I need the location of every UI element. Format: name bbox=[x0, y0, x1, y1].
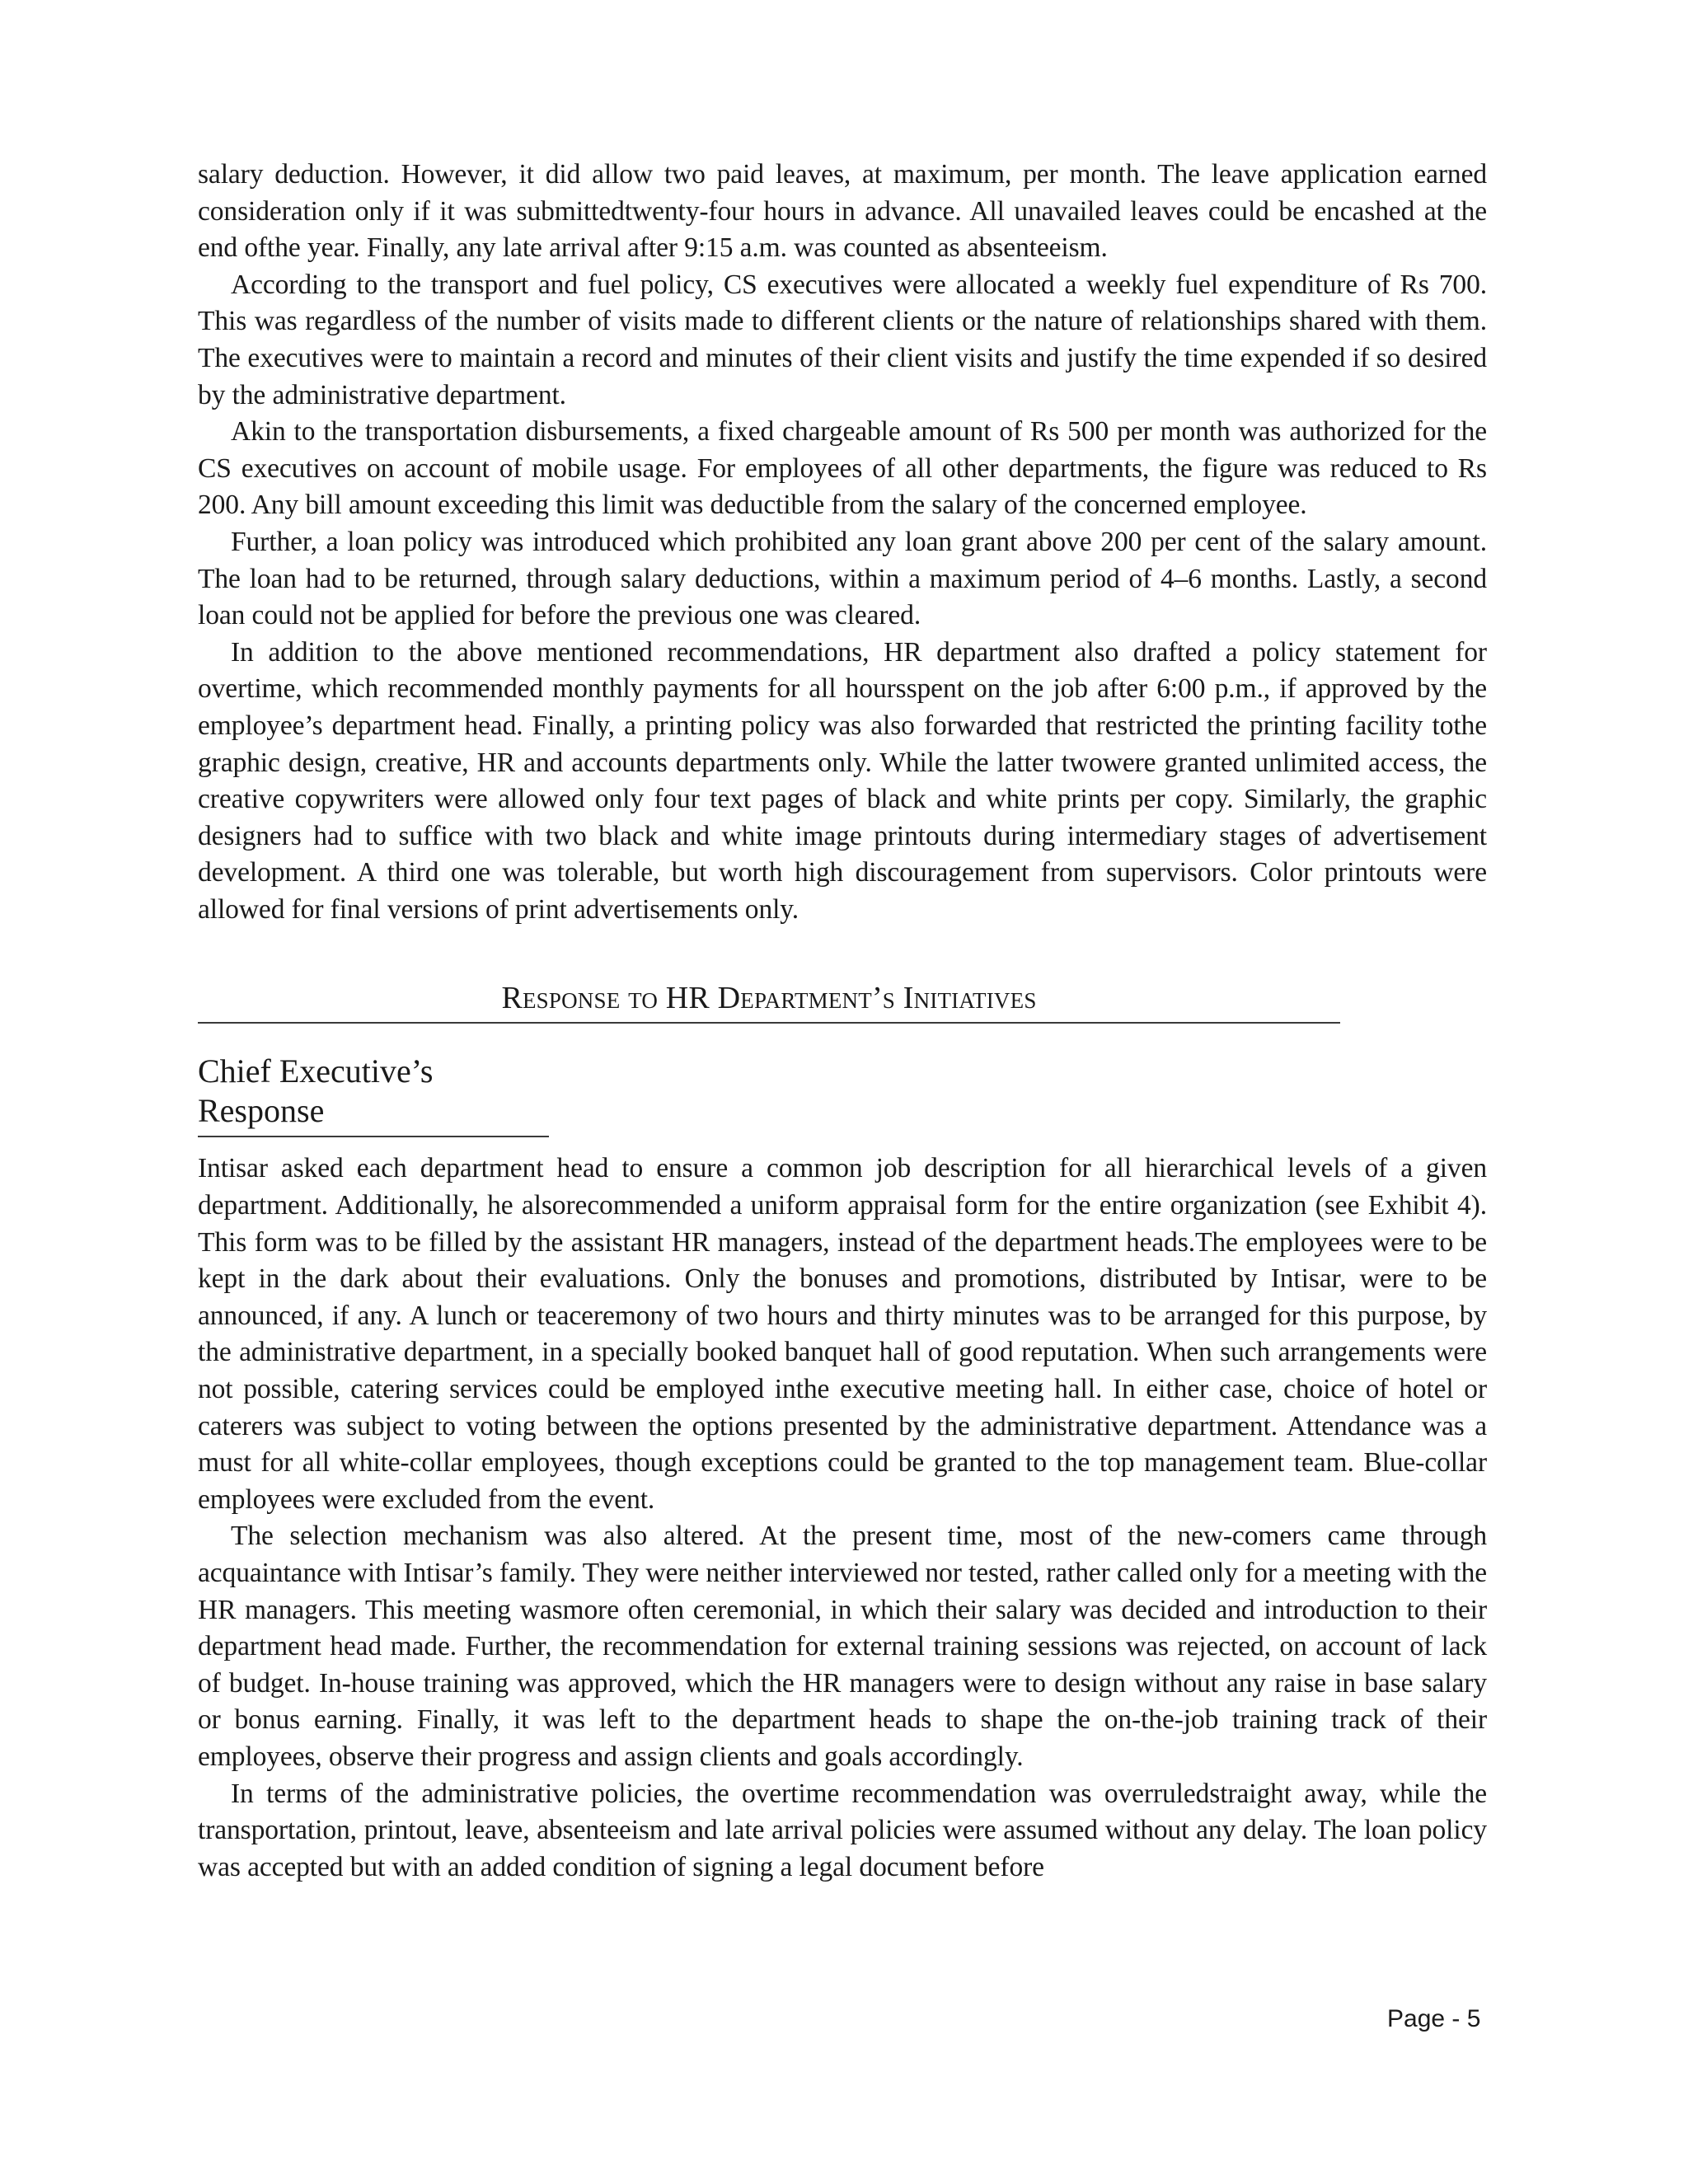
paragraph-mobile-policy: Akin to the transportation disbursements, a fixed chargeable amount of Rs 500 per month was authorized for the CS executives on account of mobile usage. For employees of all other departments, the figure was reduced to Rs 200. Any bill amount exceeding this limit was deductible from the salary of the concerned employee. bbox=[198, 416, 1487, 521]
paragraph-administrative-policies: In terms of the administrative policies, the overtime recommendation was overruledstraight away, while the transportation, printout, leave, absenteeism and late arrival policies were assumed without any delay. The loan policy was accepted but with an added condition of signing a legal document before bbox=[198, 1778, 1487, 1882]
paragraph-transport-policy: According to the transport and fuel policy, CS executives were allocated a weekly fuel expenditure of Rs 700. This was regardless of the number of visits made to different clients or the nature of relationships shared with them. The executives were to maintain a record and minutes of their client visits and justify the time expended if so desired by the administrative department. bbox=[198, 269, 1487, 410]
paragraph-leave-policy: salary deduction. However, it did allow two paid leaves, at maximum, per month. The leave application earned consideration only if it was submittedtwenty-four hours in advance. All unavailed leaves could be encashed at the end ofthe year. Finally, any late arrival after 9:15 a.m. was counted as absenteeism. bbox=[198, 159, 1487, 264]
paragraph-loan-policy: Further, a loan policy was introduced which prohibited any loan grant above 200 per cent of the salary amount. The loan had to be returned, through salary deductions, within a maximum period of 4–6 months. Lastly, a second loan could not be applied for before the previous one was cleared. bbox=[198, 526, 1487, 631]
subheading: Chief Executive’s Response bbox=[198, 1052, 434, 1130]
paragraph-selection-mechanism: The selection mechanism was also altered. At the present time, most of the new-comers came through acquaintance with Intisar’s family. They were neither interviewed nor tested, rather called only for a meeting with the HR managers. This meeting wasmore often ceremonial, in which their salary was decided and introduction to their department head made. Further, the recommendation for external training sessions was rejected, on account of lack of budget. In-house training was approved, which the HR managers were to design without any raise in base salary or bonus earning. Finally, it was left to the department heads to shape the on-the-job training track of their employees, observe their progress and assign clients and goals accordingly. bbox=[198, 1521, 1487, 1772]
section-title: Response to HR Department’s Initiatives bbox=[501, 981, 1037, 1016]
paragraph-chief-executive-response: Intisar asked each department head to ensure a common job description for all hierarchical levels of a given department. Additionally, he alsorecommended a uniform appraisal form for the entire organization (see Exhibit 4). This form was to be filled by the assistant HR managers, instead of the department heads.The employees were to be kept in the dark about their evaluations. Only the bonuses and promotions, distributed by Intisar, were to be announced, if any. A lunch or teaceremony of two hours and thirty minutes was to be arranged for this purpose, by the administrative department, in a specially booked banquet hall of good reputation. When such arrangements were not possible, catering services could be employed inthe executive meeting hall. In either case, choice of hotel or caterers was subject to voting between the options presented by the administrative department. Attendance was a must for all white-collar employees, though exceptions could be granted to the top management team. Blue-collar employees were excluded from the event. bbox=[198, 1153, 1487, 1515]
subheading-block bbox=[198, 1052, 549, 1137]
paragraph-overtime-printing-policy: In addition to the above mentioned recommendations, HR department also drafted a policy statement for overtime, which recommended monthly payments for all hoursspent on the job after 6:00 p.m., if approved by the employee’s department head. Finally, a printing policy was also forwarded that restricted the printing facility tothe graphic design, creative, HR and accounts departments only. While the latter twowere granted unlimited access, the creative copywriters were allowed only four text pages of black and white prints per copy. Similarly, the graphic designers had to suffice with two black and white image printouts during intermediary stages of advertisement development. A third one was tolerable, but worth high discouragement from supervisors. Color printouts were allowed for final versions of print advertisements only. bbox=[198, 636, 1487, 925]
page-number: Page - 5 bbox=[1387, 2005, 1481, 2032]
document-page bbox=[198, 157, 1487, 1886]
section-heading bbox=[198, 979, 1340, 1024]
